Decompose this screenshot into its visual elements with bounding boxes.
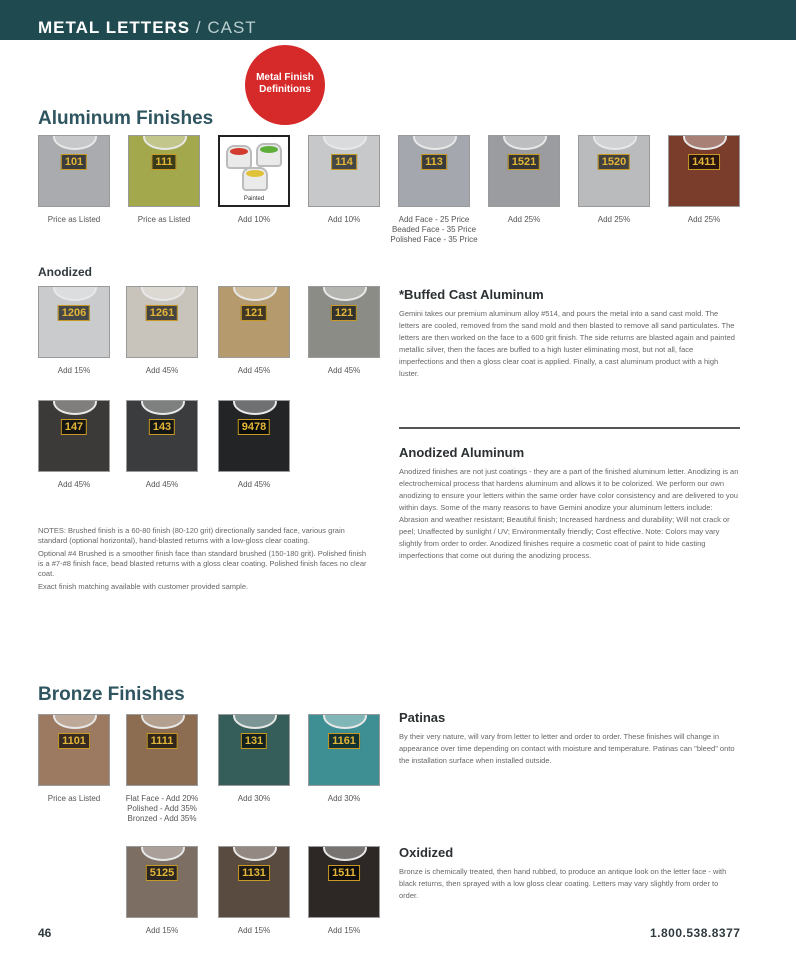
header-title-sub: CAST bbox=[207, 18, 257, 37]
finish-number: 1521 bbox=[508, 154, 540, 170]
finish-caption: Price as Listed bbox=[47, 215, 101, 224]
finish-swatch bbox=[218, 286, 290, 358]
letter-ring-icon bbox=[141, 286, 185, 301]
finish-number: 1261 bbox=[146, 305, 178, 321]
finish-swatch bbox=[398, 135, 470, 207]
finish-number: 1131 bbox=[238, 865, 270, 881]
bronze-title: Bronze Finishes bbox=[38, 684, 185, 705]
finish-number: 113 bbox=[421, 154, 447, 170]
finish-number: 121 bbox=[241, 305, 267, 321]
finish-caption: Flat Face - Add 20% Polished - Add 35% Bronzed - Add 35% bbox=[125, 794, 199, 823]
finish-number: 5125 bbox=[146, 865, 178, 881]
finish-number: 1520 bbox=[598, 154, 630, 170]
oxidized-title: Oxidized bbox=[399, 845, 454, 860]
swatch-label: Painted bbox=[243, 196, 265, 202]
buffed-title: *Buffed Cast Aluminum bbox=[399, 287, 544, 302]
finish-swatch bbox=[578, 135, 650, 207]
finish-swatch bbox=[126, 286, 198, 358]
finish-caption: Add 25% bbox=[507, 215, 541, 224]
finish-caption: Add 15% bbox=[145, 926, 179, 935]
finish-swatch bbox=[308, 846, 380, 918]
letter-ring-icon bbox=[141, 846, 185, 861]
note-2: Optional #4 Brushed is a smoother finish face than standard brushed (150-180 grit). Polished finish is a #7-#8 finish face, bead blasted returns with a gloss clear coating. Polished finish faces no clear coat. bbox=[38, 549, 367, 578]
finish-number: 111 bbox=[151, 154, 176, 170]
finish-swatch bbox=[218, 135, 290, 207]
finish-swatch bbox=[218, 714, 290, 786]
finish-swatch bbox=[488, 135, 560, 207]
finish-caption: Add 25% bbox=[597, 215, 631, 224]
finish-number: 9478 bbox=[238, 419, 270, 435]
finish-caption: Add 10% bbox=[237, 215, 271, 224]
oxidized-text: Bronze is chemically treated, then hand rubbed, to produce an antique look on the letter face - with black returns, then sprayed with a low gloss clear coating. Letters may vary slightly from order to order. bbox=[399, 867, 727, 900]
finish-swatch bbox=[126, 714, 198, 786]
finish-number: 1206 bbox=[58, 305, 90, 321]
patinas-text: By their very nature, will vary from letter to letter and order to order. These finishes will change in appearance over time depending on contact with moisture and temperature. Patinas can "bleed" onto the installation surface when installed outside. bbox=[399, 732, 735, 765]
finish-number: 121 bbox=[331, 305, 357, 321]
letter-ring-icon bbox=[53, 714, 97, 729]
letter-ring-icon bbox=[323, 846, 367, 861]
finish-swatch bbox=[38, 286, 110, 358]
finish-swatch bbox=[218, 846, 290, 918]
letter-ring-icon bbox=[141, 714, 185, 729]
finish-number: 1411 bbox=[688, 154, 720, 170]
header-title-separator: / bbox=[190, 18, 208, 37]
metal-finish-badge bbox=[245, 45, 325, 125]
finish-caption: Add 45% bbox=[237, 480, 271, 489]
finish-swatch bbox=[308, 135, 380, 207]
finish-caption: Add 10% bbox=[327, 215, 361, 224]
page-number: 46 bbox=[38, 926, 52, 940]
finish-swatch bbox=[38, 714, 110, 786]
finish-number: 1101 bbox=[58, 733, 90, 749]
finish-number: 1161 bbox=[328, 733, 360, 749]
header-title bbox=[38, 18, 257, 38]
anodized-title: Anodized bbox=[38, 265, 92, 279]
finish-number: 143 bbox=[149, 419, 175, 435]
finish-caption: Add 30% bbox=[237, 794, 271, 803]
letter-ring-icon bbox=[141, 400, 185, 415]
notes-block bbox=[38, 526, 373, 595]
finish-number: 147 bbox=[61, 419, 87, 435]
letter-ring-icon bbox=[233, 286, 277, 301]
finish-caption: Add 25% bbox=[687, 215, 721, 224]
finish-caption: Add 30% bbox=[327, 794, 361, 803]
finish-swatch bbox=[128, 135, 200, 207]
letter-ring-icon bbox=[503, 135, 547, 150]
finish-number: 101 bbox=[61, 154, 87, 170]
letter-ring-icon bbox=[233, 400, 277, 415]
finish-caption: Add 45% bbox=[145, 480, 179, 489]
finish-caption: Add 45% bbox=[237, 366, 271, 375]
finish-swatch bbox=[668, 135, 740, 207]
letter-ring-icon bbox=[683, 135, 727, 150]
finish-number: 114 bbox=[331, 154, 357, 170]
finish-caption: Add Face - 25 Price Beaded Face - 35 Price Polished Face - 35 Price bbox=[390, 215, 478, 244]
note-1: NOTES: Brushed finish is a 60-80 finish (80-120 grit) directionally sanded face, various grain standard (optional horizontal), hand-blasted returns with a low-gloss clear coating. bbox=[38, 526, 345, 545]
finish-swatch bbox=[38, 400, 110, 472]
badge-line1: Metal Finish bbox=[256, 72, 314, 83]
finish-number: 1111 bbox=[147, 733, 178, 749]
divider bbox=[399, 427, 740, 429]
buffed-text: Gemini takes our premium aluminum alloy #514, and pours the metal into a sand cast mold. The letters are cooled, removed from the sand mold and then blasted to remove all sand particulates. The letters are then worked on the face to a 600 grit finish. The side returns are blasted again and painted metallic silver, then the faces are buffed to a high luster eliminating most, but not all, face imperfections and then a gloss clear coat is applied. Finally, a cast aluminum product with a high luster. bbox=[399, 309, 735, 378]
letter-ring-icon bbox=[233, 714, 277, 729]
anodized-aluminum-title: Anodized Aluminum bbox=[399, 445, 525, 460]
finish-caption: Add 15% bbox=[57, 366, 91, 375]
finish-caption: Add 15% bbox=[327, 926, 361, 935]
paint-can-icon bbox=[256, 143, 282, 167]
letter-ring-icon bbox=[143, 135, 187, 150]
paint-can-icon bbox=[242, 167, 268, 191]
finish-swatch bbox=[218, 400, 290, 472]
finish-swatch bbox=[308, 714, 380, 786]
aluminum-title: Aluminum Finishes bbox=[38, 108, 214, 129]
paint-can-icon bbox=[226, 145, 252, 169]
letter-ring-icon bbox=[53, 135, 97, 150]
letter-ring-icon bbox=[323, 135, 367, 150]
finish-caption: Add 45% bbox=[57, 480, 91, 489]
phone-number: 1.800.538.8377 bbox=[650, 926, 741, 940]
letter-ring-icon bbox=[593, 135, 637, 150]
finish-swatch bbox=[308, 286, 380, 358]
patinas-title: Patinas bbox=[399, 710, 446, 725]
letter-ring-icon bbox=[413, 135, 457, 150]
anodized-aluminum-text: Anodized finishes are not just coatings - they are a part of the finished aluminum letter. Anodizing is an electrochemical process that hardens aluminum and allows it to be colorized. We perform our own anodizing to ensure your letters within the same order have color consistency and are delivered to you within days. Some of the many reasons to have Gemini anodize your aluminum letters include: Abrasion and weather resistant; Beautiful finish; Increased hardness and durability; Will not crack or peel; Unaffected by sunlight / UV; Environmentally friendly; Cost effective. Note: Colors may vary slightly from order to order. Anodized finishes require a cosmetic coat of paint to hide casting imperfections that come out during the anodizing process. bbox=[399, 467, 739, 560]
finish-swatch bbox=[126, 846, 198, 918]
finish-number: 131 bbox=[241, 733, 267, 749]
finish-caption: Price as Listed bbox=[137, 215, 191, 224]
finish-swatch bbox=[126, 400, 198, 472]
finish-caption: Price as Listed bbox=[47, 794, 101, 803]
letter-ring-icon bbox=[323, 286, 367, 301]
letter-ring-icon bbox=[53, 286, 97, 301]
finish-caption: Add 45% bbox=[145, 366, 179, 375]
letter-ring-icon bbox=[233, 846, 277, 861]
finish-caption: Add 15% bbox=[237, 926, 271, 935]
letter-ring-icon bbox=[323, 714, 367, 729]
note-3: Exact finish matching available with customer provided sample. bbox=[38, 582, 249, 591]
finish-swatch bbox=[38, 135, 110, 207]
letter-ring-icon bbox=[53, 400, 97, 415]
finish-number: 1511 bbox=[328, 865, 360, 881]
finish-caption: Add 45% bbox=[327, 366, 361, 375]
header-title-main: METAL LETTERS bbox=[38, 18, 191, 37]
badge-line2: Definitions bbox=[259, 84, 311, 95]
